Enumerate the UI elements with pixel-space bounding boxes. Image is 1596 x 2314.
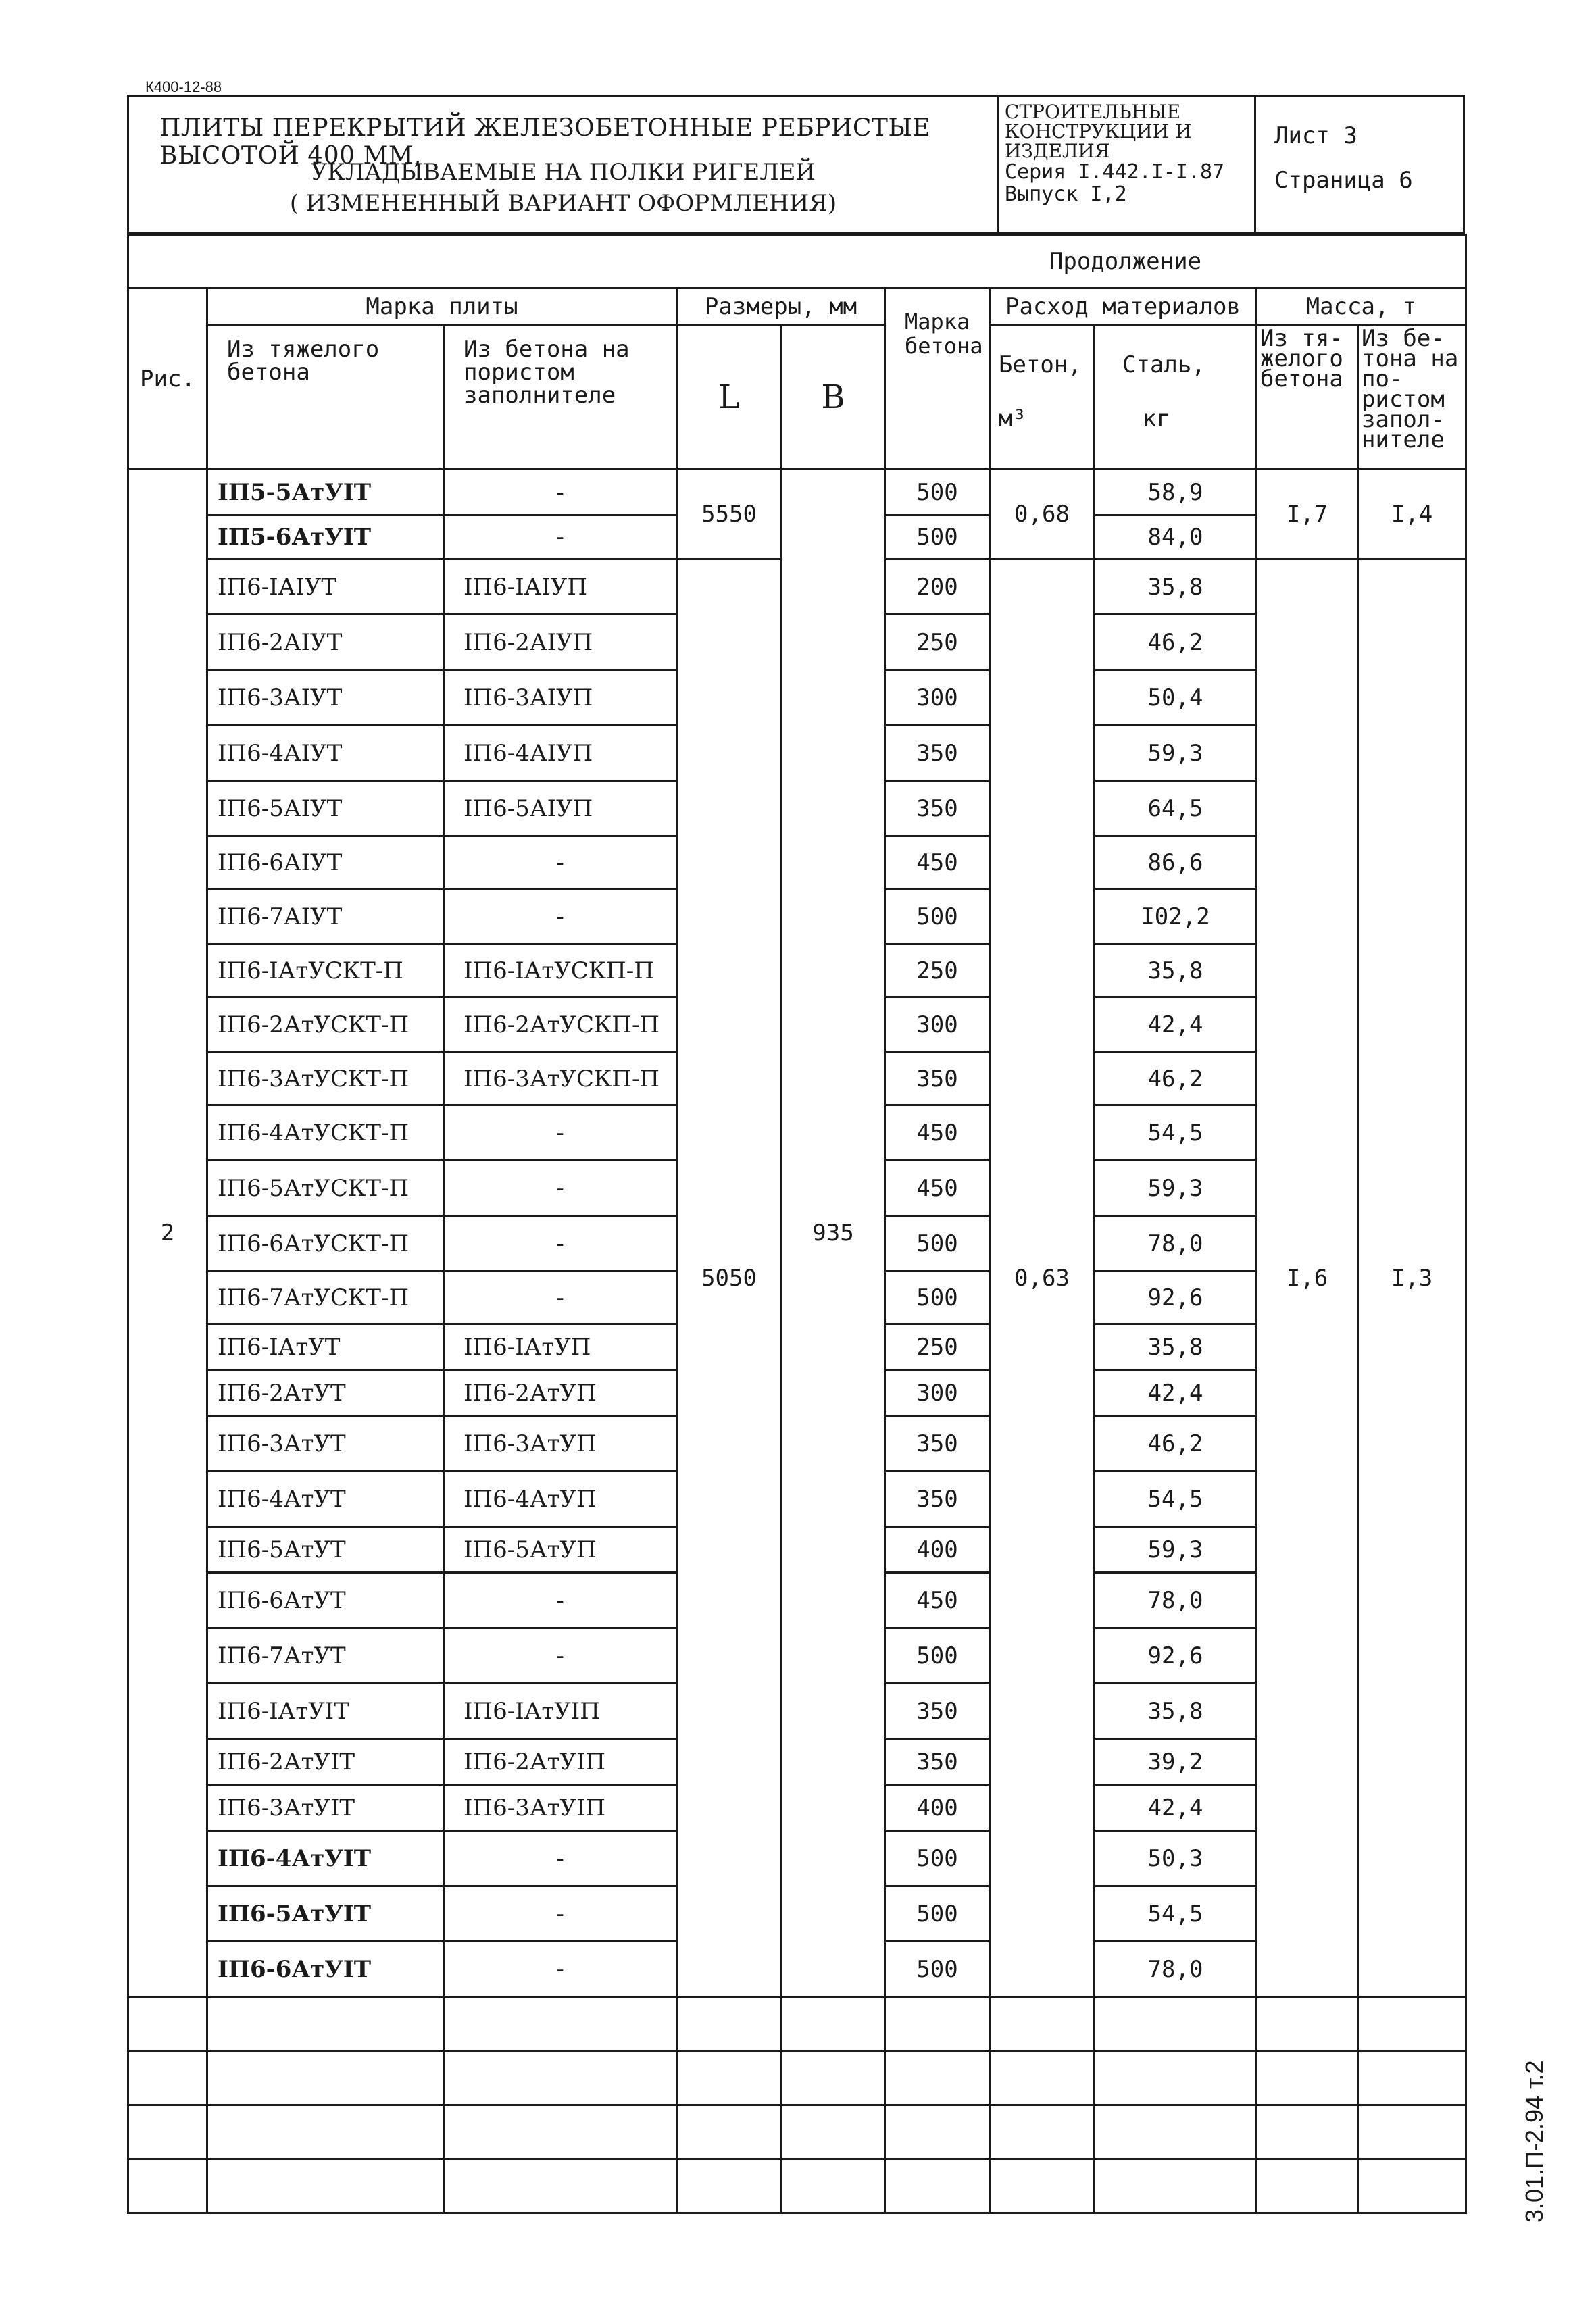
col-fig-header: Рис. bbox=[128, 288, 207, 470]
concrete-grade: 300 bbox=[885, 997, 990, 1053]
empty-cell bbox=[1358, 1997, 1466, 2051]
steel-consumption: 50,4 bbox=[1095, 670, 1257, 726]
steel-consumption: 46,2 bbox=[1095, 1416, 1257, 1472]
mark-porous: IП6-IАтУСКП-П bbox=[444, 945, 677, 997]
steel-consumption: 54,5 bbox=[1095, 1472, 1257, 1527]
empty-cell bbox=[990, 2105, 1095, 2159]
mark-heavy: IП6-2АтУТ bbox=[207, 1370, 444, 1416]
concrete-grade: 500 bbox=[885, 1272, 990, 1324]
mark-heavy: IП6-6АтУIТ bbox=[207, 1942, 444, 1997]
empty-cell bbox=[1095, 2105, 1257, 2159]
concrete-grade: 350 bbox=[885, 1053, 990, 1105]
col-concrete-grade-header: Марка бетона bbox=[885, 288, 990, 470]
steel-consumption: 92,6 bbox=[1095, 1272, 1257, 1324]
mark-porous: - bbox=[444, 515, 677, 559]
steel-consumption: 58,9 bbox=[1095, 470, 1257, 515]
mark-heavy: IП5-6АтУIТ bbox=[207, 515, 444, 559]
mark-porous: IП6-3АтУСКП-П bbox=[444, 1053, 677, 1105]
mark-heavy: IП6-4АтУIТ bbox=[207, 1831, 444, 1886]
empty-cell bbox=[128, 2159, 207, 2213]
empty-cell bbox=[1257, 2105, 1358, 2159]
col-beton-label: Бетон, bbox=[999, 351, 1082, 378]
empty-cell bbox=[1358, 2051, 1466, 2105]
title-line-1: ПЛИТЫ ПЕРЕКРЫТИЙ ЖЕЛЕЗОБЕТОННЫЕ РЕБРИСТЫЕ ВЫСОТОЙ 400 ММ, bbox=[159, 114, 931, 170]
steel-consumption: 35,8 bbox=[1095, 1684, 1257, 1739]
steel-consumption: 46,2 bbox=[1095, 615, 1257, 670]
concrete-grade: 450 bbox=[885, 836, 990, 889]
mark-heavy: IП6-7АтУСКТ-П bbox=[207, 1272, 444, 1324]
steel-consumption: 78,0 bbox=[1095, 1573, 1257, 1628]
concrete-grade: 500 bbox=[885, 1628, 990, 1684]
empty-cell bbox=[677, 2051, 782, 2105]
empty-cell bbox=[990, 2159, 1095, 2213]
empty-cell bbox=[782, 2105, 885, 2159]
mark-heavy: IП6-2АтУСКТ-П bbox=[207, 997, 444, 1053]
mark-heavy: IП6-3АIУТ bbox=[207, 670, 444, 726]
mark-porous: - bbox=[444, 889, 677, 945]
concrete-grade: 450 bbox=[885, 1161, 990, 1216]
mark-heavy: IП6-IАIУТ bbox=[207, 559, 444, 615]
mass-porous: I,4 bbox=[1358, 470, 1466, 559]
steel-consumption: 59,3 bbox=[1095, 1527, 1257, 1573]
empty-cell bbox=[207, 2051, 444, 2105]
steel-consumption: 42,4 bbox=[1095, 1785, 1257, 1831]
steel-consumption: 35,8 bbox=[1095, 559, 1257, 615]
sheet-code: К400-12-88 bbox=[145, 78, 222, 95]
empty-cell bbox=[885, 2159, 990, 2213]
mark-porous: IП6-5АтУП bbox=[444, 1527, 677, 1573]
mark-heavy: IП6-5АIУТ bbox=[207, 781, 444, 836]
mark-porous: - bbox=[444, 1161, 677, 1216]
mark-porous: IП6-2АIУП bbox=[444, 615, 677, 670]
empty-cell bbox=[128, 2105, 207, 2159]
series-line-5: Выпуск I,2 bbox=[1005, 182, 1127, 206]
col-beton-unit: м³ bbox=[999, 405, 1026, 432]
steel-consumption: 46,2 bbox=[1095, 1053, 1257, 1105]
concrete-grade: 350 bbox=[885, 1684, 990, 1739]
mark-heavy: IП6-4АтУСКТ-П bbox=[207, 1105, 444, 1161]
mass-heavy: I,6 bbox=[1257, 559, 1358, 1997]
steel-consumption: 92,6 bbox=[1095, 1628, 1257, 1684]
steel-consumption: 42,4 bbox=[1095, 997, 1257, 1053]
empty-cell bbox=[444, 2105, 677, 2159]
mark-heavy: IП6-6АтУТ bbox=[207, 1573, 444, 1628]
mark-heavy: IП5-5АтУIТ bbox=[207, 470, 444, 515]
mark-porous: IП6-3АIУП bbox=[444, 670, 677, 726]
concrete-grade: 250 bbox=[885, 945, 990, 997]
steel-consumption: 86,6 bbox=[1095, 836, 1257, 889]
empty-cell bbox=[128, 1997, 207, 2051]
mark-heavy: IП6-7АIУТ bbox=[207, 889, 444, 945]
empty-cell bbox=[1257, 1997, 1358, 2051]
col-porous-header: Из бетона на пористом заполнителе bbox=[444, 325, 677, 470]
continuation-label: Продолжение bbox=[128, 235, 1466, 288]
concrete-grade: 500 bbox=[885, 889, 990, 945]
mass-heavy: I,7 bbox=[1257, 470, 1358, 559]
empty-row bbox=[128, 2159, 1466, 2213]
series-info bbox=[999, 97, 1256, 232]
mark-porous: - bbox=[444, 1216, 677, 1272]
concrete-grade: 500 bbox=[885, 1886, 990, 1942]
mark-heavy: IП6-6АIУТ bbox=[207, 836, 444, 889]
col-steel-header bbox=[1095, 325, 1257, 470]
empty-cell bbox=[444, 2159, 677, 2213]
concrete-grade: 400 bbox=[885, 1527, 990, 1573]
empty-cell bbox=[990, 1997, 1095, 2051]
mark-porous: - bbox=[444, 1573, 677, 1628]
table-row bbox=[128, 470, 1466, 515]
empty-cell bbox=[677, 1997, 782, 2051]
mark-heavy: IП6-2АтУIТ bbox=[207, 1739, 444, 1785]
mark-porous: IП6-4АтУП bbox=[444, 1472, 677, 1527]
col-steel-label: Сталь, bbox=[1122, 351, 1205, 378]
col-heavy-header: Из тяжелого бетона bbox=[207, 325, 444, 470]
concrete-grade: 500 bbox=[885, 1831, 990, 1886]
col-materials-header: Расход материалов bbox=[990, 288, 1257, 325]
empty-cell bbox=[1095, 1997, 1257, 2051]
empty-cell bbox=[782, 2051, 885, 2105]
steel-consumption: 59,3 bbox=[1095, 726, 1257, 781]
empty-cell bbox=[444, 1997, 677, 2051]
document-title bbox=[129, 97, 999, 232]
length-L: 5050 bbox=[677, 559, 782, 1997]
steel-consumption: 42,4 bbox=[1095, 1370, 1257, 1416]
mark-porous: - bbox=[444, 836, 677, 889]
col-B-header: B bbox=[782, 325, 885, 470]
width-B: 935 bbox=[782, 470, 885, 1997]
empty-cell bbox=[207, 2159, 444, 2213]
col-mass-heavy-header: Из тя-желого бетона bbox=[1257, 325, 1358, 470]
concrete-grade: 300 bbox=[885, 670, 990, 726]
mark-porous: - bbox=[444, 1105, 677, 1161]
mark-porous: IП6-IАтУП bbox=[444, 1324, 677, 1370]
series-line-4: Серия I.442.I-I.87 bbox=[1005, 160, 1225, 184]
title-line-3: ( ИЗМЕНЕННЫЙ ВАРИАНТ ОФОРМЛЕНИЯ) bbox=[289, 190, 837, 217]
concrete-grade: 500 bbox=[885, 1216, 990, 1272]
empty-cell bbox=[782, 2159, 885, 2213]
series-line-3: ИЗДЕЛИЯ bbox=[1005, 140, 1110, 162]
concrete-grade: 350 bbox=[885, 1739, 990, 1785]
steel-consumption: 50,3 bbox=[1095, 1831, 1257, 1886]
steel-consumption: 84,0 bbox=[1095, 515, 1257, 559]
steel-consumption: 35,8 bbox=[1095, 1324, 1257, 1370]
mark-porous: IП6-5АIУП bbox=[444, 781, 677, 836]
mark-heavy: IП6-3АтУТ bbox=[207, 1416, 444, 1472]
title-line-2: УКЛАДЫВАЕМЫЕ НА ПОЛКИ РИГЕЛЕЙ bbox=[310, 159, 816, 186]
mark-porous: - bbox=[444, 1272, 677, 1324]
mark-heavy: IП6-4АтУТ bbox=[207, 1472, 444, 1527]
concrete-grade: 450 bbox=[885, 1105, 990, 1161]
mark-porous: IП6-IАтУIП bbox=[444, 1684, 677, 1739]
mark-heavy: IП6-5АтУСКТ-П bbox=[207, 1161, 444, 1216]
length-L: 5550 bbox=[677, 470, 782, 559]
empty-cell bbox=[677, 2105, 782, 2159]
empty-cell bbox=[207, 2105, 444, 2159]
series-line-2: КОНСТРУКЦИИ И bbox=[1005, 120, 1192, 143]
empty-cell bbox=[1095, 2051, 1257, 2105]
empty-row bbox=[128, 1997, 1466, 2051]
steel-consumption: 64,5 bbox=[1095, 781, 1257, 836]
empty-cell bbox=[990, 2051, 1095, 2105]
mark-porous: IП6-4АIУП bbox=[444, 726, 677, 781]
empty-cell bbox=[1358, 2159, 1466, 2213]
col-L-header: L bbox=[677, 325, 782, 470]
concrete-grade: 250 bbox=[885, 1324, 990, 1370]
mark-heavy: IП6-IАтУСКТ-П bbox=[207, 945, 444, 997]
mark-porous: - bbox=[444, 1628, 677, 1684]
empty-cell bbox=[1257, 2159, 1358, 2213]
mark-porous: - bbox=[444, 1886, 677, 1942]
sheet-number: Лист 3 bbox=[1274, 122, 1357, 149]
concrete-volume: 0,63 bbox=[990, 559, 1095, 1997]
mark-heavy: IП6-7АтУТ bbox=[207, 1628, 444, 1684]
empty-cell bbox=[207, 1997, 444, 2051]
concrete-grade: 350 bbox=[885, 1472, 990, 1527]
mark-heavy: IП6-IАтУТ bbox=[207, 1324, 444, 1370]
mark-heavy: IП6-IАтУIТ bbox=[207, 1684, 444, 1739]
mark-porous: IП6-2АтУIП bbox=[444, 1739, 677, 1785]
mark-porous: - bbox=[444, 1831, 677, 1886]
concrete-grade: 400 bbox=[885, 1785, 990, 1831]
empty-cell bbox=[1257, 2051, 1358, 2105]
empty-cell bbox=[444, 2051, 677, 2105]
concrete-grade: 450 bbox=[885, 1573, 990, 1628]
mark-porous: IП6-IАIУП bbox=[444, 559, 677, 615]
empty-cell bbox=[677, 2159, 782, 2213]
concrete-volume: 0,68 bbox=[990, 470, 1095, 559]
mark-heavy: IП6-6АтУСКТ-П bbox=[207, 1216, 444, 1272]
empty-cell bbox=[128, 2051, 207, 2105]
empty-row bbox=[128, 2051, 1466, 2105]
empty-cell bbox=[1095, 2159, 1257, 2213]
mark-heavy: IП6-3АтУIТ bbox=[207, 1785, 444, 1831]
steel-consumption: 59,3 bbox=[1095, 1161, 1257, 1216]
mark-porous: IП6-3АтУIП bbox=[444, 1785, 677, 1831]
empty-cell bbox=[885, 2105, 990, 2159]
steel-consumption: 35,8 bbox=[1095, 945, 1257, 997]
steel-consumption: I02,2 bbox=[1095, 889, 1257, 945]
steel-consumption: 78,0 bbox=[1095, 1216, 1257, 1272]
steel-consumption: 54,5 bbox=[1095, 1886, 1257, 1942]
mark-porous: IП6-3АтУП bbox=[444, 1416, 677, 1472]
mark-porous: - bbox=[444, 470, 677, 515]
mark-porous: IП6-2АтУП bbox=[444, 1370, 677, 1416]
concrete-grade: 350 bbox=[885, 726, 990, 781]
col-beton-header bbox=[990, 325, 1095, 470]
concrete-grade: 500 bbox=[885, 1942, 990, 1997]
fig-number: 2 bbox=[128, 470, 207, 1997]
col-mark-group-header: Марка плиты bbox=[207, 288, 677, 325]
col-steel-unit: кг bbox=[1143, 405, 1170, 432]
col-mass-porous-header: Из бе-тона на по-ристом запол-нителе bbox=[1358, 325, 1466, 470]
steel-consumption: 54,5 bbox=[1095, 1105, 1257, 1161]
empty-row bbox=[128, 2105, 1466, 2159]
mark-heavy: IП6-5АтУТ bbox=[207, 1527, 444, 1573]
mark-porous: IП6-2АтУСКП-П bbox=[444, 997, 677, 1053]
empty-cell bbox=[885, 1997, 990, 2051]
empty-cell bbox=[782, 1997, 885, 2051]
concrete-grade: 500 bbox=[885, 515, 990, 559]
concrete-grade: 350 bbox=[885, 781, 990, 836]
mark-heavy: IП6-5АтУIТ bbox=[207, 1886, 444, 1942]
mark-heavy: IП6-2АIУТ bbox=[207, 615, 444, 670]
steel-consumption: 39,2 bbox=[1095, 1739, 1257, 1785]
title-block bbox=[127, 95, 1465, 234]
mark-porous: - bbox=[444, 1942, 677, 1997]
empty-cell bbox=[885, 2051, 990, 2105]
steel-consumption: 78,0 bbox=[1095, 1942, 1257, 1997]
concrete-grade: 250 bbox=[885, 615, 990, 670]
concrete-grade: 300 bbox=[885, 1370, 990, 1416]
materials-table bbox=[127, 234, 1467, 2214]
mark-heavy: IП6-4АIУТ bbox=[207, 726, 444, 781]
col-sizes-header: Размеры, мм bbox=[677, 288, 885, 325]
series-line-1: СТРОИТЕЛЬНЫЕ bbox=[1005, 101, 1181, 123]
mass-porous: I,3 bbox=[1358, 559, 1466, 1997]
page-number: Страница 6 bbox=[1274, 167, 1413, 194]
side-stamp: 3.01.П-2.94 т.2 bbox=[1520, 2060, 1548, 2223]
empty-cell bbox=[1358, 2105, 1466, 2159]
mark-heavy: IП6-3АтУСКТ-П bbox=[207, 1053, 444, 1105]
concrete-grade: 350 bbox=[885, 1416, 990, 1472]
concrete-grade: 500 bbox=[885, 470, 990, 515]
col-mass-header: Масса, т bbox=[1257, 288, 1466, 325]
concrete-grade: 200 bbox=[885, 559, 990, 615]
